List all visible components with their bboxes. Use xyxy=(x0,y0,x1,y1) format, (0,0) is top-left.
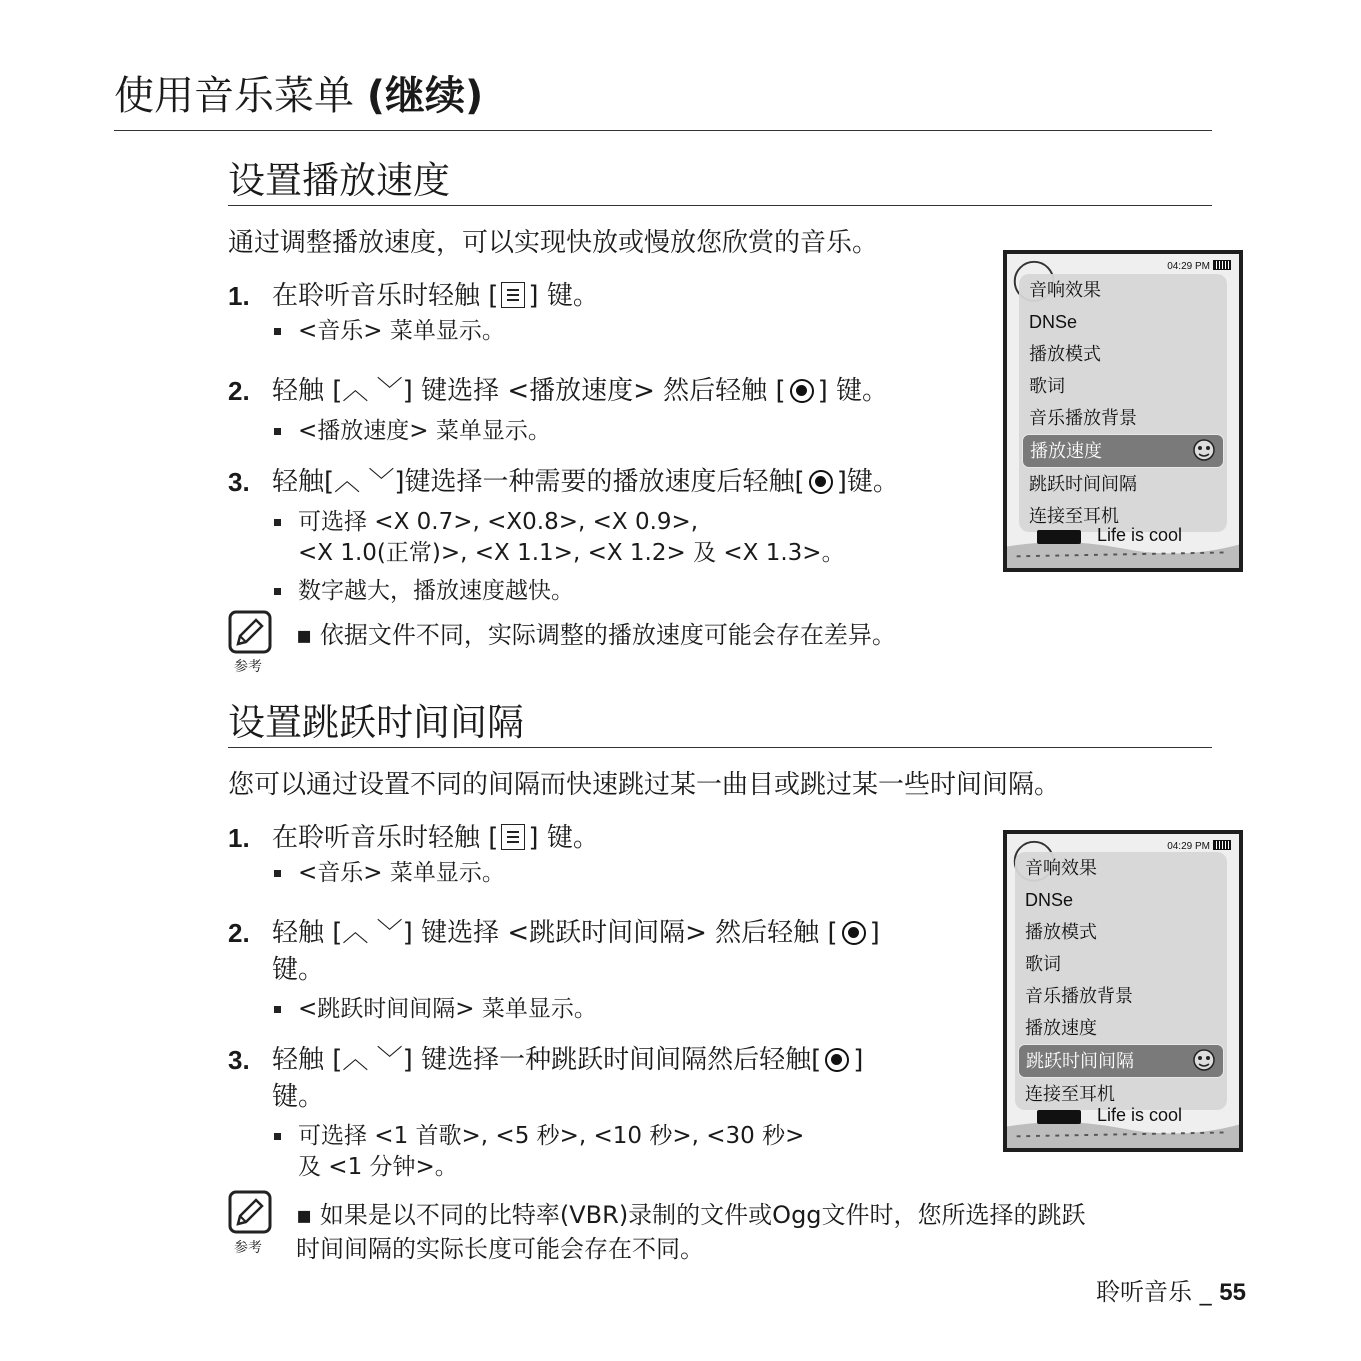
select-key-icon xyxy=(790,379,814,403)
menu-item-lyrics[interactable]: 歌词 xyxy=(1029,376,1065,396)
bullet-square-icon xyxy=(274,870,281,877)
bullet-text: <跳跃时间间隔> 菜单显示。 xyxy=(298,996,597,1022)
menu-item-dnse[interactable]: DNSe xyxy=(1025,890,1074,910)
bullet-text: <音乐> 菜单显示。 xyxy=(298,318,505,344)
menu-item-play-mode[interactable]: 播放模式 xyxy=(1025,922,1097,942)
menu-item-connect-headphones[interactable]: 连接至耳机 xyxy=(1025,1084,1115,1104)
menu-item-play-mode[interactable]: 播放模式 xyxy=(1029,344,1101,364)
step-text: 键。 xyxy=(272,1082,325,1112)
bullet-square-icon xyxy=(274,1006,281,1013)
step-text: 轻触[︿ ﹀]键选择一种需要的播放速度后轻触[ xyxy=(272,467,805,497)
select-key-icon xyxy=(825,1048,849,1072)
note-text xyxy=(296,1198,1086,1266)
bullet-text: 可选择 <1 首歌>, <5 秒>, <10 秒>, <30 秒> xyxy=(298,1123,805,1149)
mascot-icon xyxy=(1189,1047,1219,1073)
bullet-square-icon xyxy=(274,1133,281,1140)
section-intro: 您可以通过设置不同的间隔而快速跳过某一曲目或跳过某一些时间间隔。 xyxy=(228,770,1061,800)
album-thumbnail xyxy=(1037,1110,1081,1124)
bullet-square-icon xyxy=(274,519,281,526)
page-title xyxy=(114,70,483,122)
clock: 04:29 PM xyxy=(1167,261,1210,272)
step-text: 轻触 [︿ ﹀] 键选择一种跳跃时间间隔然后轻触[ xyxy=(272,1045,822,1075)
device-menu xyxy=(1019,274,1227,532)
step-number: 1. xyxy=(228,823,250,853)
section-divider xyxy=(228,747,1212,748)
step-text: 在聆听音乐时轻触 [ xyxy=(272,823,499,853)
menu-item-label: 播放速度 xyxy=(1030,441,1102,461)
bullet-text: <播放速度> 菜单显示。 xyxy=(298,418,551,444)
bullet-square-icon xyxy=(274,328,281,335)
menu-key-icon xyxy=(501,824,525,850)
step-text: ] xyxy=(869,918,880,948)
page-footer xyxy=(1096,1276,1246,1309)
page-title-text: 使用音乐菜单 xyxy=(114,73,354,119)
step-text: ] xyxy=(853,1045,864,1075)
section-title-playback-speed: 设置播放速度 xyxy=(228,159,450,202)
menu-item-sound-effect[interactable]: 音响效果 xyxy=(1025,858,1097,878)
step-text: 轻触 [︿ ﹀] 键选择 <播放速度> 然后轻触 [ xyxy=(272,376,786,406)
section-title-skip-interval: 设置跳跃时间间隔 xyxy=(228,701,524,744)
step-text: ]键。 xyxy=(836,467,899,497)
battery-icon xyxy=(1213,260,1231,270)
title-divider xyxy=(114,130,1212,131)
step-number: 2. xyxy=(228,918,250,948)
note-line: ▪ 依据文件不同，实际调整的播放速度可能会存在差异。 xyxy=(296,621,896,649)
menu-item-connect-headphones[interactable]: 连接至耳机 xyxy=(1029,506,1119,526)
menu-item-music-background[interactable]: 音乐播放背景 xyxy=(1029,408,1137,428)
device-menu xyxy=(1015,852,1227,1110)
step-text: 键。 xyxy=(272,955,325,985)
bullet-text: <X 1.0(正常)>, <X 1.1>, <X 1.2> 及 <X 1.3>。 xyxy=(298,540,845,566)
note-caption: 参考 xyxy=(234,1240,262,1256)
section-intro: 通过调整播放速度，可以实现快放或慢放您欣赏的音乐。 xyxy=(228,228,879,258)
mascot-icon xyxy=(1189,437,1219,463)
step-number: 2. xyxy=(228,376,250,406)
menu-item-skip-interval[interactable]: 跳跃时间间隔 xyxy=(1029,474,1137,494)
bullet-square-icon xyxy=(274,588,281,595)
select-key-icon xyxy=(842,921,866,945)
step-text: ] 键。 xyxy=(817,376,889,406)
bullet-text: 可选择 <X 0.7>, <X0.8>, <X 0.9>, xyxy=(298,509,699,535)
song-title: Life is cool xyxy=(1097,525,1183,545)
step-number: 1. xyxy=(228,281,250,311)
note-caption: 参考 xyxy=(234,659,262,675)
menu-item-music-background[interactable]: 音乐播放背景 xyxy=(1025,986,1133,1006)
menu-item-lyrics[interactable]: 歌词 xyxy=(1025,954,1061,974)
menu-item-skip-interval[interactable] xyxy=(1018,1044,1224,1078)
bullet-text: 数字越大，播放速度越快。 xyxy=(298,578,574,604)
step-text: ] 键。 xyxy=(528,281,599,311)
section-divider xyxy=(228,205,1212,206)
note-line: 时间间隔的实际长度可能会存在不同。 xyxy=(296,1235,704,1263)
bullet-text: <音乐> 菜单显示。 xyxy=(298,860,505,886)
menu-item-label: 跳跃时间间隔 xyxy=(1026,1051,1134,1071)
footer-label: 聆听音乐 _ xyxy=(1096,1278,1212,1306)
song-title: Life is cool xyxy=(1097,1105,1183,1125)
clock: 04:29 PM xyxy=(1167,841,1210,852)
bullet-text: 及 <1 分钟>。 xyxy=(298,1154,458,1180)
step-text: 在聆听音乐时轻触 [ xyxy=(272,281,499,311)
device-screen-1 xyxy=(1003,250,1243,572)
step-number: 3. xyxy=(228,1045,250,1075)
note-line: ▪ 如果是以不同的比特率(VBR)录制的文件或Ogg文件时，您所选择的跳跃 xyxy=(296,1201,1086,1229)
device-screen-2 xyxy=(1003,830,1243,1152)
battery-icon xyxy=(1213,840,1231,850)
bullet-square-icon xyxy=(274,428,281,435)
note-pencil-icon xyxy=(228,1190,272,1234)
select-key-icon xyxy=(809,470,833,494)
step-text: ] 键。 xyxy=(528,823,599,853)
menu-item-sound-effect[interactable]: 音响效果 xyxy=(1029,280,1101,300)
menu-item-playback-speed[interactable] xyxy=(1022,434,1224,468)
note-text xyxy=(296,618,896,652)
step-text: 轻触 [︿ ﹀] 键选择 <跳跃时间间隔> 然后轻触 [ xyxy=(272,918,838,948)
page-title-suffix: (继续) xyxy=(366,73,484,119)
page-number: 55 xyxy=(1219,1279,1246,1306)
status-bar xyxy=(1167,840,1231,852)
step-number: 3. xyxy=(228,467,250,497)
album-thumbnail xyxy=(1037,530,1081,544)
note-pencil-icon xyxy=(228,610,272,654)
menu-key-icon xyxy=(501,282,525,308)
status-bar xyxy=(1167,260,1231,272)
menu-item-playback-speed[interactable]: 播放速度 xyxy=(1025,1018,1097,1038)
menu-item-dnse[interactable]: DNSe xyxy=(1029,312,1078,332)
